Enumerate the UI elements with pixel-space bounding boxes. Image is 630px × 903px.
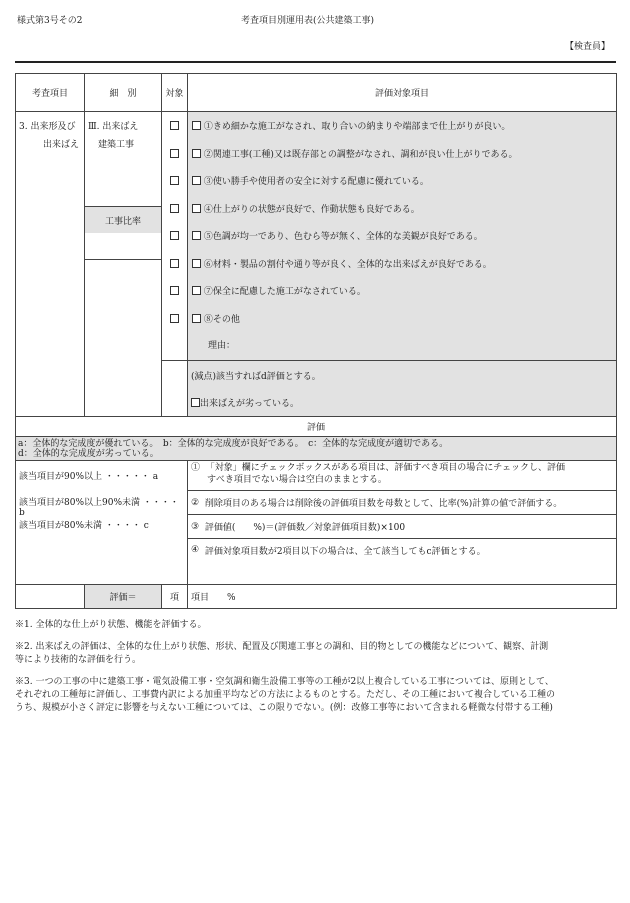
result-label: 評価＝ <box>85 585 162 609</box>
target-checkbox-3[interactable] <box>170 176 179 185</box>
category-cell <box>16 112 85 417</box>
header-target: 対象 <box>162 74 188 112</box>
result-row <box>16 585 617 609</box>
criteria-row <box>16 461 617 585</box>
target-checkbox-8[interactable] <box>170 314 179 323</box>
rules-cell <box>188 461 617 585</box>
detail-line2: 建築工事 <box>98 140 135 150</box>
item-checkbox-6[interactable] <box>192 259 201 268</box>
target-checkbox-7[interactable] <box>170 286 179 295</box>
item-checkbox-7[interactable] <box>192 286 201 295</box>
rule-3: ③ 評価値( %)＝(評価数／対象評価項目数)×100 <box>188 515 616 539</box>
form-number: 様式第3号その2 <box>17 16 83 26</box>
criteria-cell <box>16 461 188 585</box>
deduction-target-cell <box>162 361 188 417</box>
deduction-note: (減点)該当すればd評価とする。 <box>191 371 321 382</box>
rule-1: ① 「対象」欄にチェックボックスがある項目は、評価すべき項目の場合にチェックし、評価 すべき項目でない場合は空白のままとする。 <box>188 461 616 491</box>
rule-2: ② 削除項目のある場合は削除後の評価項目数を母数として、比率(%)計算の値で評価する。 <box>188 491 616 515</box>
item-checkbox-2[interactable] <box>192 149 201 158</box>
detail-cell <box>85 112 162 417</box>
target-checkbox-2[interactable] <box>170 149 179 158</box>
rule-4: ④ 評価対象項目数が2項目以下の場合は、全て該当してもc評価とする。 <box>191 545 486 557</box>
grade-definitions <box>16 437 617 461</box>
detail-line1: Ⅲ. 出来ばえ <box>88 122 139 132</box>
note-3-line3: うち、規模が小さく評定に影響を与えない工種については、この限りでない。(例：改修工事等において含まれる軽微な付帯する工種) <box>15 703 553 713</box>
ratio-input[interactable] <box>85 233 161 260</box>
note-2-line2: 等により技術的な評価を行う。 <box>15 655 142 665</box>
header-item: 考査項目 <box>16 74 85 112</box>
eval-items-cell <box>188 112 617 361</box>
list-item: ②関連工事(工種)又は既存部との調整がなされ、調和が良い仕上がりである。 <box>188 140 616 168</box>
target-checkbox-4[interactable] <box>170 204 179 213</box>
deduction-item: 出来ばえが劣っている。 <box>188 389 616 415</box>
role-label: 【検査員】 <box>565 42 611 52</box>
category-line1: 3. 出来形及び <box>19 122 76 132</box>
item-checkbox-8[interactable] <box>192 314 201 323</box>
result-percent: 項目 % <box>188 585 617 609</box>
evaluation-table <box>15 73 617 609</box>
note-1: ※1. 全体的な仕上がり状態、機能を評価する。 <box>15 620 207 630</box>
list-item: ⑧その他 <box>188 305 616 333</box>
target-checkbox-6[interactable] <box>170 259 179 268</box>
header-eval-items: 評価対象項目 <box>188 74 617 112</box>
item-checkbox-3[interactable] <box>192 176 201 185</box>
items-row <box>16 112 617 361</box>
note-3-line2: それぞれの工種毎に評価し、工事費内訳による加重平均などの方法によるものとする。ただし、その工種において複合している工種の <box>15 690 556 700</box>
criteria-b: 該当項目が80%以上90%未満 ・・・・ b <box>19 498 179 518</box>
header-rule <box>15 61 616 63</box>
list-item: ⑦保全に配慮した施工がなされている。 <box>188 277 616 305</box>
target-checkbox-cell <box>162 112 188 361</box>
category-line2: 出来ばえ <box>43 140 80 150</box>
target-checkbox-5[interactable] <box>170 231 179 240</box>
header-detail: 細 別 <box>85 74 162 112</box>
result-blank <box>16 585 85 609</box>
item-checkbox-1[interactable] <box>192 121 201 130</box>
eval-heading-row <box>16 417 617 437</box>
item-checkbox-4[interactable] <box>192 204 201 213</box>
item-checkbox-5[interactable] <box>192 231 201 240</box>
note-2-line1: ※2. 出来ばえの評価は、全体的な仕上がり状態、形状、配置及び関連工事との調和、目的物としての機能などについて、観察、計測 <box>15 642 549 652</box>
list-item: ①きめ細かな施工がなされ、取り合いの納まりや端部まで仕上がりが良い。 <box>188 112 616 140</box>
list-item: ⑤色調が均一であり、色むら等が無く、全体的な美観が良好である。 <box>188 222 616 250</box>
grade-row <box>16 437 617 461</box>
deduction-cell <box>188 361 617 417</box>
note-3-line1: ※3. 一つの工事の中に建築工事・電気設備工事・空気調和衛生設備工事等の工種が2以上複合している工事については、原則として、 <box>15 677 554 687</box>
eval-heading: 評価 <box>16 417 617 437</box>
grade-line1: a：全体的な完成度が優れている。 b：全体的な完成度が良好である。 c：全体的な完成度が適切である。 <box>18 438 449 449</box>
document-title: 考査項目別運用表(公共建築工事) <box>241 16 375 26</box>
ratio-label-cell: 工事比率 <box>85 206 161 234</box>
reason-label: 理由： <box>208 340 236 351</box>
list-item: ⑥材料・製品の割付や通り等が良く、全体的な出来ばえが良好である。 <box>188 250 616 278</box>
list-item: ③使い勝手や使用者の安全に対する配慮に優れている。 <box>188 167 616 195</box>
target-checkbox-1[interactable] <box>170 121 179 130</box>
criteria-c: 該当項目が80%未満 ・・・・ c <box>19 521 149 531</box>
table-header-row <box>16 74 617 112</box>
result-count-unit: 項 <box>162 585 188 609</box>
deduction-checkbox[interactable] <box>191 398 200 407</box>
criteria-a: 該当項目が90%以上 ・・・・・ a <box>19 472 159 482</box>
list-item: ④仕上がりの状態が良好で、作動状態も良好である。 <box>188 195 616 223</box>
grade-line2: d：全体的な完成度が劣っている。 <box>18 448 159 459</box>
